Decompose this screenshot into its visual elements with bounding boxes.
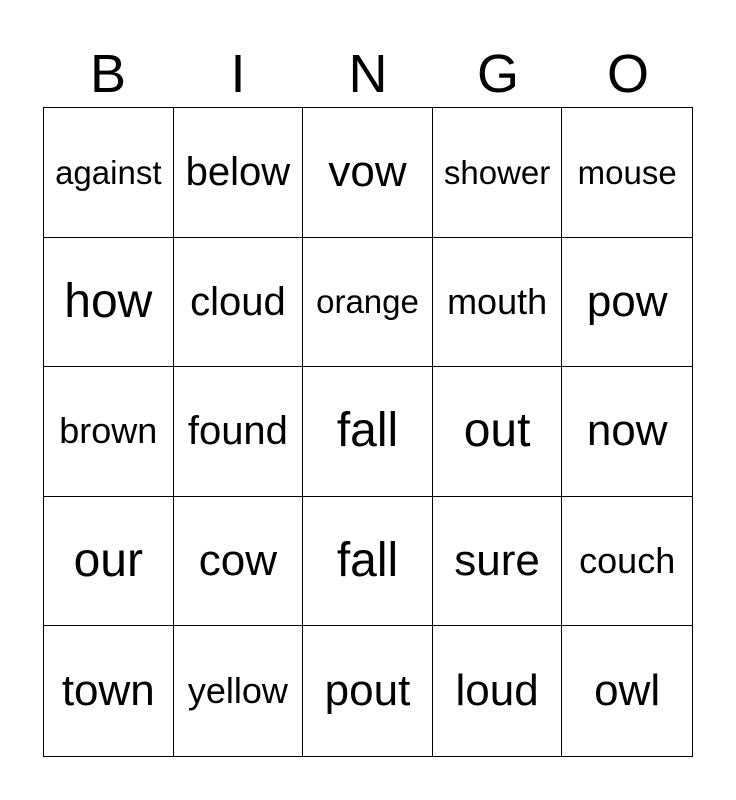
bingo-cell: found [174, 367, 304, 497]
bingo-cell: loud [433, 626, 563, 756]
bingo-cell: sure [433, 497, 563, 627]
bingo-cell: yellow [174, 626, 304, 756]
bingo-cell: fall [303, 497, 433, 627]
bingo-cell: how [44, 238, 174, 368]
bingo-cell: below [174, 108, 304, 238]
bingo-cell: cloud [174, 238, 304, 368]
bingo-cell: brown [44, 367, 174, 497]
bingo-cell: cow [174, 497, 304, 627]
bingo-cell: now [562, 367, 692, 497]
header-letter-n: N [348, 44, 388, 104]
bingo-cell: our [44, 497, 174, 627]
bingo-board [43, 107, 693, 757]
bingo-cell: vow [303, 108, 433, 238]
bingo-cell: town [44, 626, 174, 756]
bingo-cell: out [433, 367, 563, 497]
bingo-cell: pout [303, 626, 433, 756]
header-letter-g: G [476, 44, 519, 104]
bingo-cell: orange [303, 238, 433, 368]
bingo-cell: against [44, 108, 174, 238]
bingo-cell: mouse [562, 108, 692, 238]
header-letter-b: B [89, 44, 127, 104]
bingo-cell: fall [303, 367, 433, 497]
bingo-cell: couch [562, 497, 692, 627]
bingo-cell: pow [562, 238, 692, 368]
header-letter-o: O [606, 44, 649, 104]
bingo-cell: shower [433, 108, 563, 238]
header-letter-i: I [230, 44, 246, 104]
bingo-cell: mouth [433, 238, 563, 368]
bingo-cell: owl [594, 666, 661, 716]
bingo-header [43, 42, 693, 106]
